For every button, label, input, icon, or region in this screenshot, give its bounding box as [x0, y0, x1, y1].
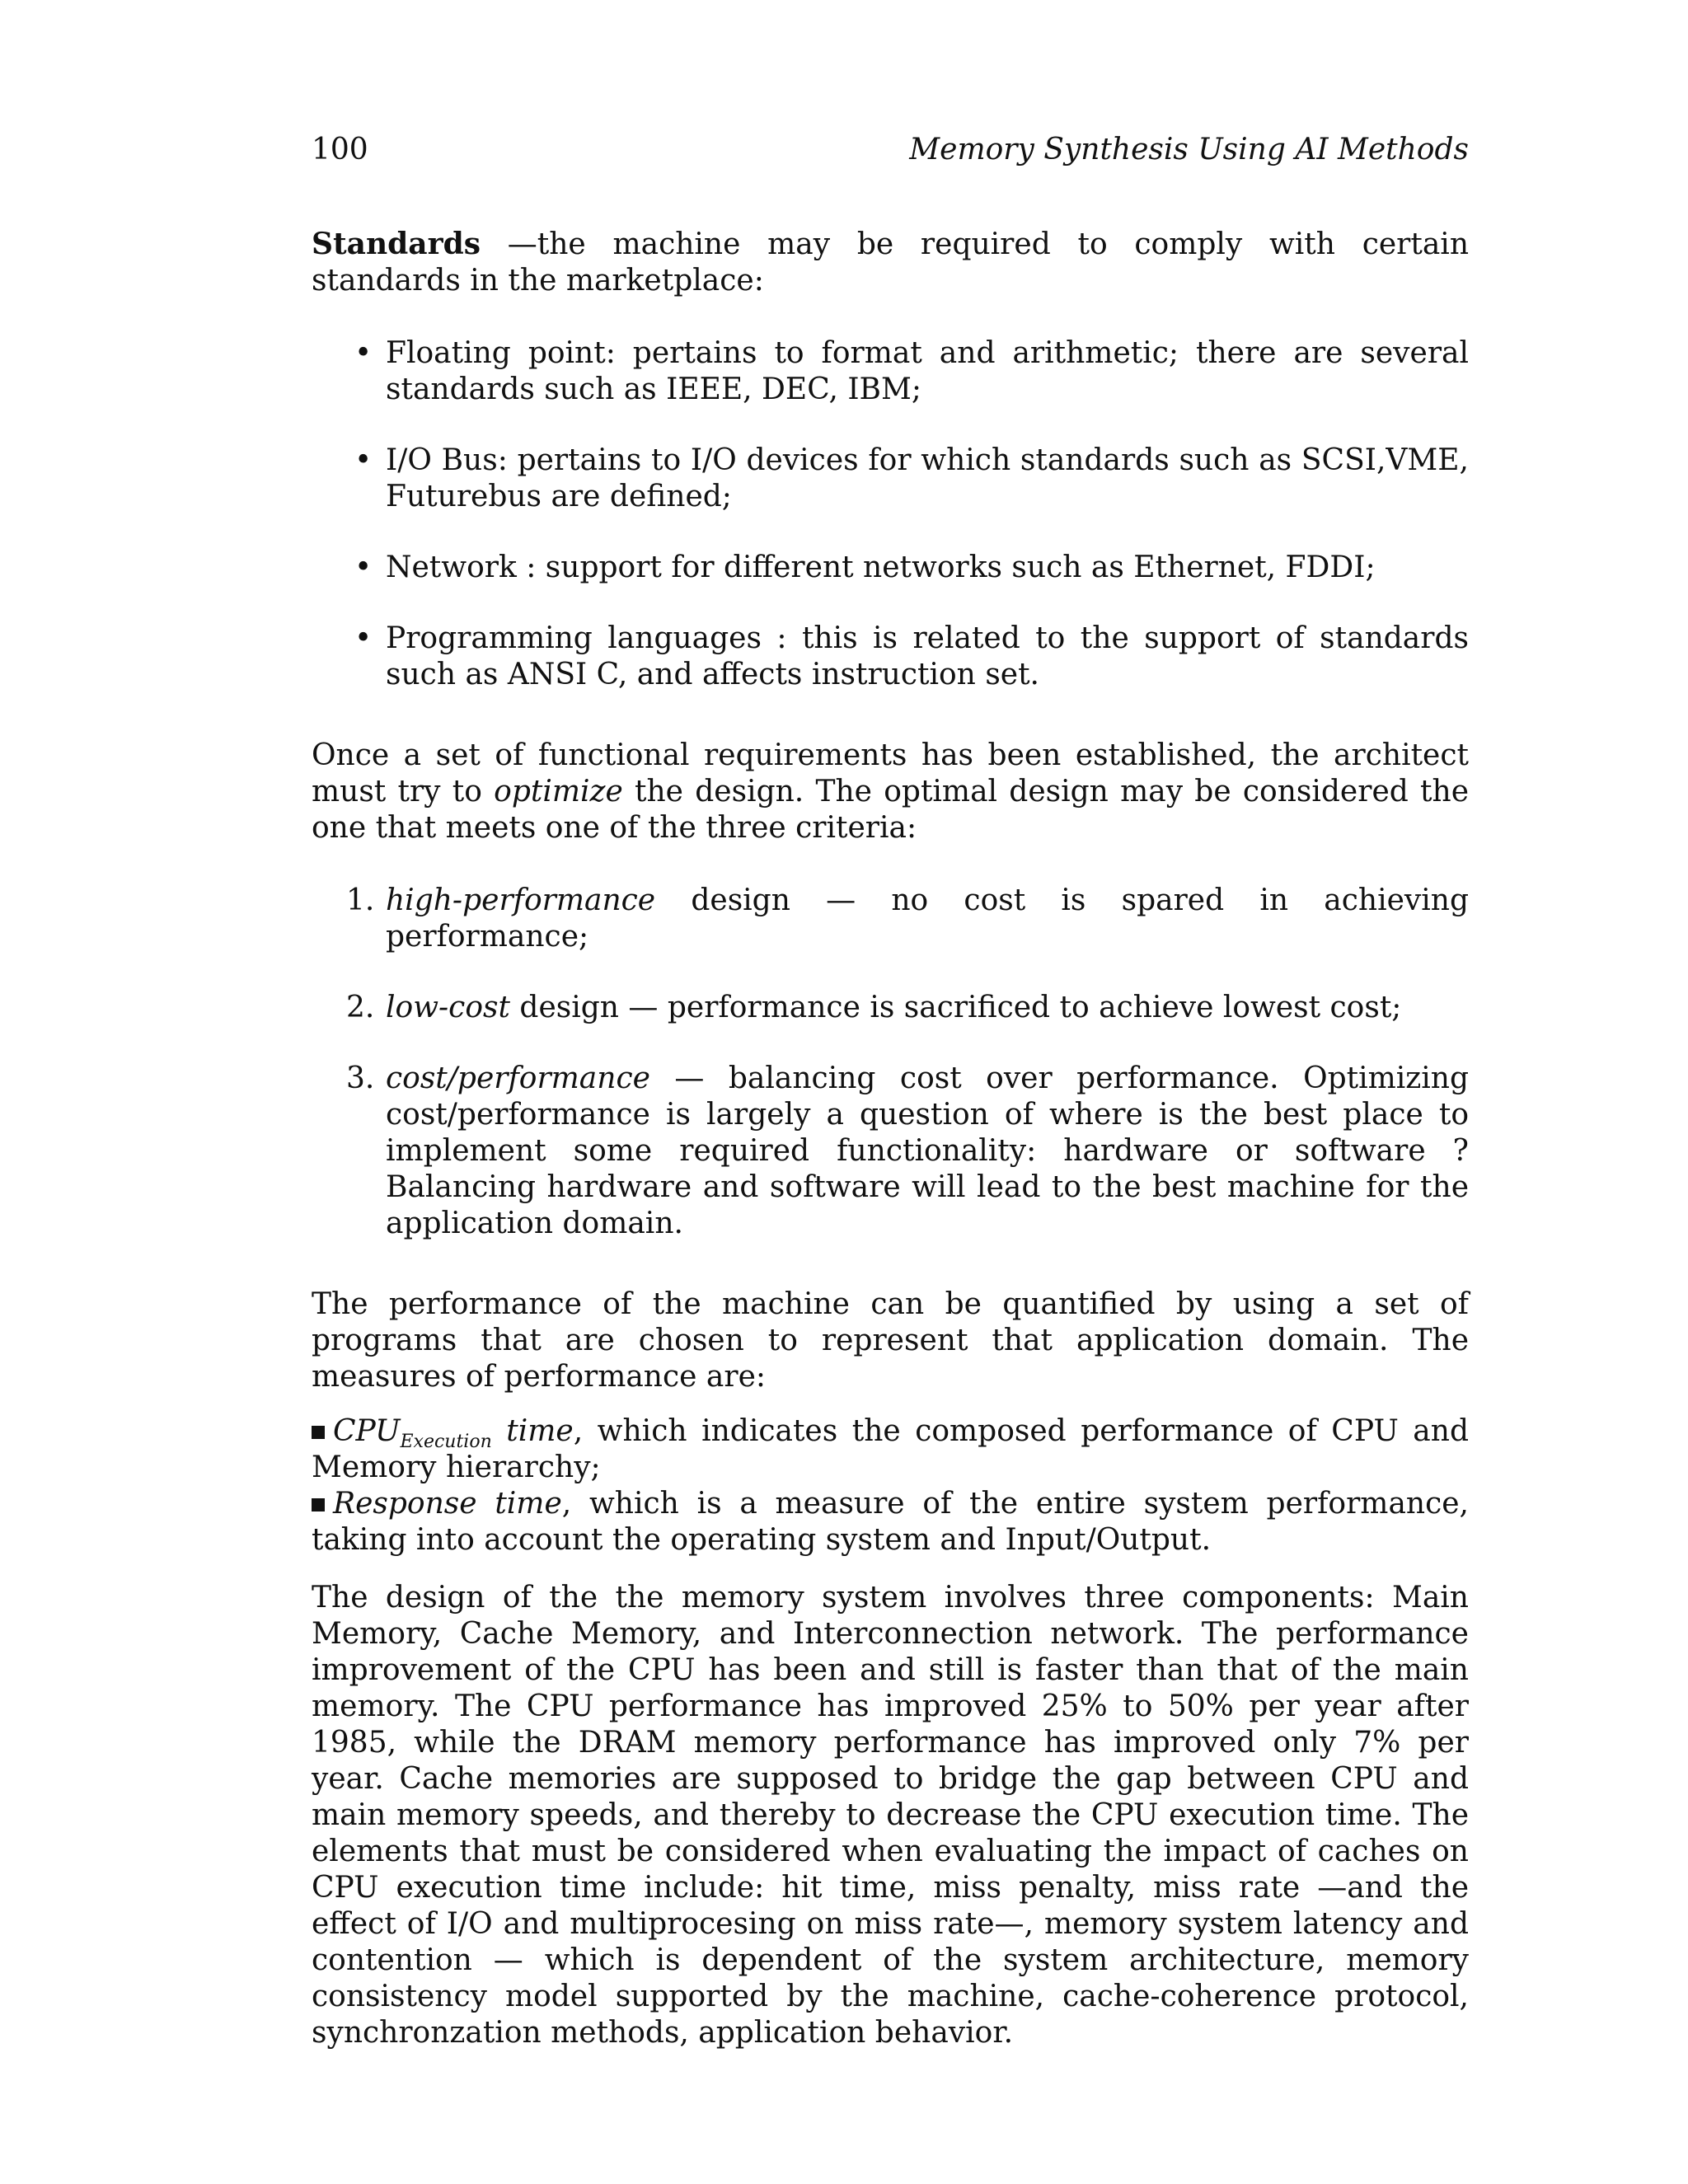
page-content	[312, 132, 1469, 2051]
square-bullet-icon	[312, 1426, 325, 1439]
standards-lead-text: —the machine may be required to comply with certain standards in the marketplace:	[312, 227, 1469, 298]
optimize-text-before: Once a set of functional requirements has been established, the architect must try to	[312, 738, 1469, 808]
measure-term-tail: time	[491, 1414, 574, 1448]
list-item-text: Floating point: pertains to format and arithmetic; there are several standards such as IEEE, DEC, IBM;	[386, 336, 1469, 406]
bullet-icon: •	[354, 336, 373, 370]
standards-term: Standards	[312, 227, 481, 261]
criterion-text: design — no cost is spared in achieving performance;	[386, 883, 1469, 954]
list-number: 2.	[346, 991, 375, 1024]
measure-term: Response time	[333, 1487, 562, 1521]
list-item	[312, 621, 1469, 693]
square-bullet-icon	[312, 1498, 325, 1511]
page-number: 100	[312, 133, 368, 166]
list-item-text: Programming languages : this is related to the support of standards such as ANSI C, and affects instruction set.	[386, 621, 1469, 691]
measure-term: CPU	[333, 1414, 401, 1448]
standards-paragraph	[312, 226, 1469, 299]
measure-response-time	[312, 1486, 1469, 1558]
list-number: 1.	[346, 883, 375, 917]
measure-cpu-execution	[312, 1413, 1469, 1486]
bullet-icon: •	[354, 621, 373, 655]
criteria-list	[312, 883, 1469, 1242]
performance-intro-paragraph: The performance of the machine can be quantified by using a set of programs that are chosen to represent that application domain. The measures of performance are:	[312, 1287, 1469, 1394]
list-item-text: Network : support for different networks such as Ethernet, FDDI;	[386, 551, 1376, 584]
optimize-paragraph	[312, 738, 1469, 846]
criterion-term: cost/performance	[386, 1062, 650, 1095]
list-item	[312, 1061, 1469, 1242]
list-item	[312, 443, 1469, 515]
list-item-text: I/O Bus: pertains to I/O devices for which standards such as SCSI,VME, Futurebus are defined;	[386, 443, 1469, 513]
list-item	[312, 883, 1469, 955]
running-title: Memory Synthesis Using AI Methods	[909, 133, 1469, 166]
criterion-text: — balancing cost over performance. Optimizing cost/performance is largely a question of where is the best place to implement some required functionality: hardware or software ? Balancing hardware and software will lead to the best machine for the application domain.	[386, 1062, 1469, 1240]
list-item	[312, 550, 1469, 586]
list-item	[312, 990, 1469, 1026]
standards-list	[312, 335, 1469, 693]
list-item	[312, 335, 1469, 408]
optimize-emphasis: optimize	[494, 775, 623, 808]
criterion-text: design — performance is sacrificed to achieve lowest cost;	[509, 991, 1402, 1024]
measure-text: , which is a measure of the entire system performance, taking into account the operating system and Input/Output.	[312, 1487, 1469, 1557]
optimize-text-after: the design. The optimal design may be considered the one that meets one of the three criteria:	[312, 775, 1469, 845]
bullet-icon: •	[354, 551, 373, 584]
running-header	[312, 132, 1469, 168]
measure-term-subscript: Execution	[400, 1432, 492, 1452]
criterion-term: high-performance	[386, 883, 656, 917]
bullet-icon: •	[354, 443, 373, 477]
criterion-term: low-cost	[386, 991, 510, 1024]
list-number: 3.	[346, 1062, 375, 1095]
measure-text: , which indicates the composed performance of CPU and Memory hierarchy;	[312, 1414, 1469, 1484]
memory-design-paragraph: The design of the the memory system involves three components: Main Memory, Cache Memory, and Interconnection network. The performance improvement of the CPU has been and still is faster than that of the main memory. The CPU performance has improved 25% to 50% per year after 1985, while the DRAM memory performance has improved only 7% per year. Cache memories are supposed to bridge the gap between CPU and main memory speeds, and thereby to decrease the CPU execution time. The elements that must be considered when evaluating the impact of caches on CPU execution time include: hit time, miss penalty, miss rate —and the effect of I/O and multiprocesing on miss rate—, memory system latency and contention — which is dependent of the system architecture, memory consistency model supported by the machine, cache-coherence protocol, synchronzation methods, application behavior.	[312, 1581, 1469, 2050]
